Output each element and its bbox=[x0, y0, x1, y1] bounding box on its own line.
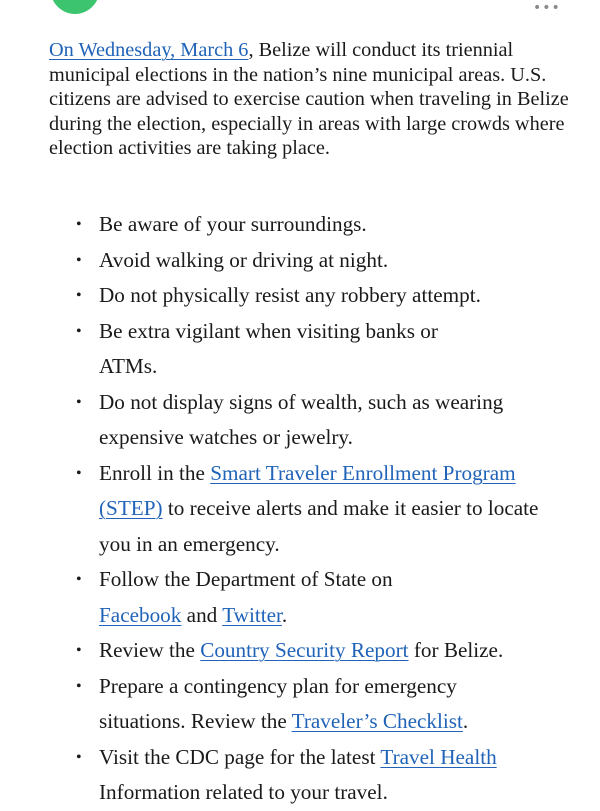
travelers-checklist-link[interactable]: Traveler’s Checklist bbox=[291, 709, 463, 733]
bullet-text: Follow the Department of State on bbox=[99, 567, 393, 591]
bullet-icon: • bbox=[76, 393, 82, 411]
bullet-text: Be aware of your surroundings. bbox=[99, 212, 367, 236]
list-item bbox=[76, 456, 549, 563]
travel-health-link[interactable]: Travel Health bbox=[380, 744, 497, 769]
bullet-text: Review the bbox=[99, 638, 201, 662]
bullet-text: Avoid walking or driving at night. bbox=[99, 247, 389, 272]
step-enrollment-link[interactable]: Smart Traveler Enrollment Program (STEP) bbox=[99, 460, 516, 520]
facebook-link[interactable]: Facebook bbox=[99, 602, 182, 627]
country-security-report-link[interactable]: Country Security Report bbox=[200, 638, 409, 662]
bullet-text: Enroll in the bbox=[99, 460, 211, 485]
list-item bbox=[76, 278, 569, 314]
bullet-text: Information related to your travel. bbox=[99, 780, 388, 804]
list-item bbox=[76, 562, 409, 633]
bullet-icon: • bbox=[76, 748, 82, 766]
more-horizontal-icon[interactable]: ••• bbox=[533, 0, 561, 16]
safety-tips-list bbox=[76, 207, 569, 811]
bullet-text: Be extra vigilant when visiting banks or ATMs. bbox=[99, 318, 438, 378]
list-item bbox=[76, 314, 494, 385]
list-item bbox=[76, 243, 569, 279]
bullet-text: . bbox=[462, 709, 469, 733]
list-item bbox=[76, 633, 579, 669]
bullet-icon: • bbox=[76, 642, 82, 659]
bullet-text: for Belize. bbox=[408, 638, 504, 662]
intro-paragraph bbox=[49, 38, 579, 161]
election-date-link[interactable]: On Wednesday, March 6 bbox=[49, 39, 249, 61]
bullet-icon: • bbox=[76, 464, 82, 482]
list-item bbox=[76, 669, 539, 740]
bullet-icon: • bbox=[76, 677, 82, 695]
bullet-icon: • bbox=[76, 571, 82, 588]
bullet-text: Visit the CDC page for the latest bbox=[99, 744, 381, 769]
list-item bbox=[76, 207, 569, 243]
list-item bbox=[76, 385, 569, 456]
bullet-text: . bbox=[281, 602, 288, 627]
avatar[interactable] bbox=[50, 0, 100, 14]
bullet-text: Do not display signs of wealth, such as wearing expensive watches or jewelry. bbox=[99, 389, 504, 449]
bullet-icon: • bbox=[76, 322, 82, 340]
bullet-text: and bbox=[181, 602, 223, 627]
intro-text: , Belize will conduct its triennial municipal elections in the nation’s nine municipal areas. U.S. citizens are advised to exercise caution when traveling in Belize during the election, especially in areas with large crowds where election activities are taking place. bbox=[49, 39, 569, 159]
bullet-text: Do not physically resist any robbery attempt. bbox=[99, 283, 481, 307]
twitter-link[interactable]: Twitter bbox=[222, 602, 282, 627]
bullet-icon: • bbox=[76, 287, 82, 304]
bullet-icon: • bbox=[76, 216, 82, 233]
bullet-text: Prepare a contingency plan for emergency situations. Review the bbox=[99, 673, 457, 733]
bullet-text: to receive alerts and make it easier to locate you in an emergency. bbox=[99, 496, 539, 556]
bullet-icon: • bbox=[76, 251, 82, 269]
